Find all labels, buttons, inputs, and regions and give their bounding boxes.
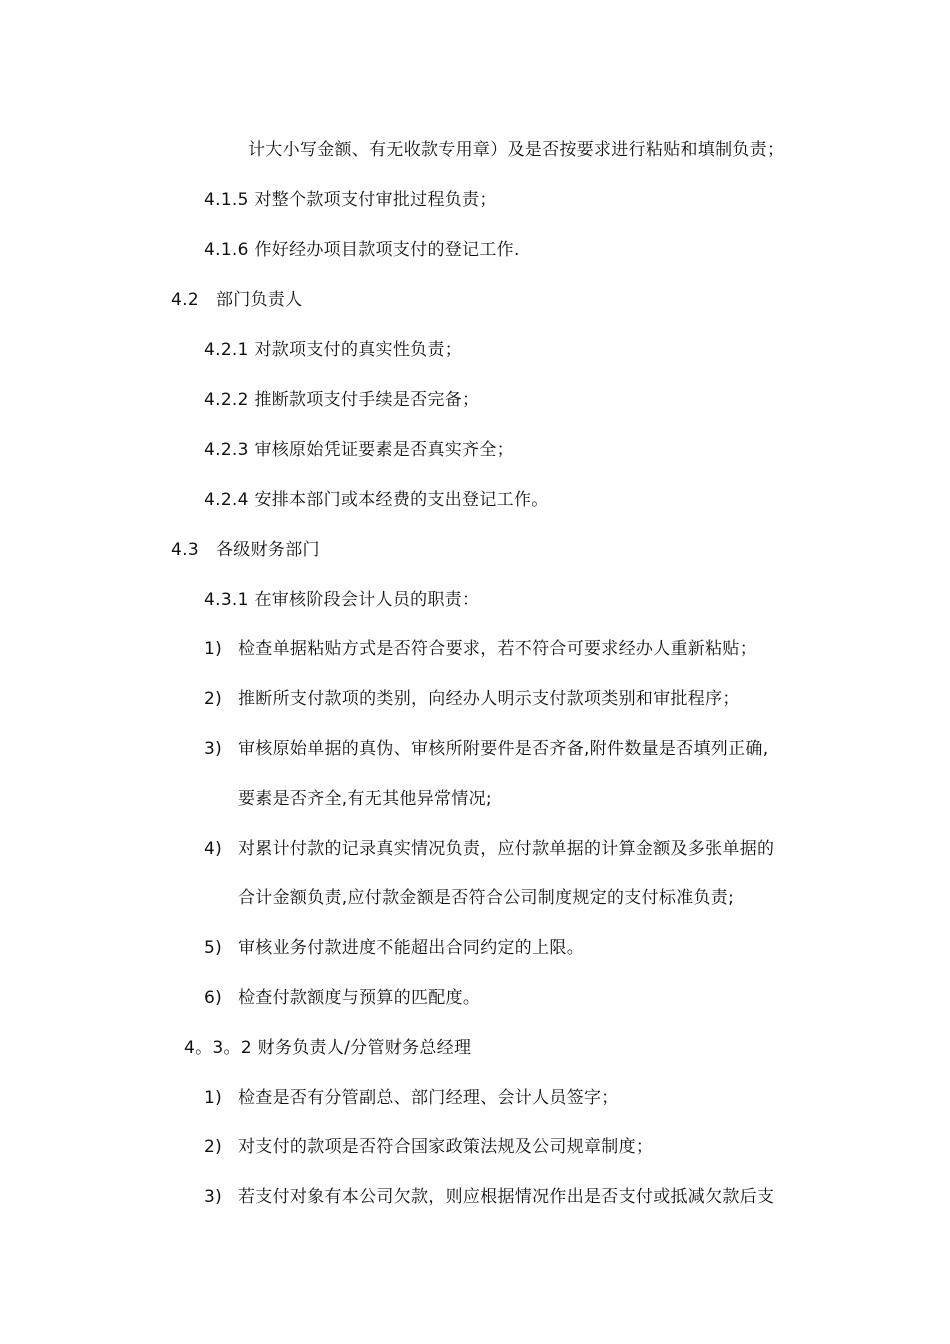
text-line-4-2-2: 4.2.2 推断款项支付手续是否完备； (204, 390, 480, 410)
list-item-text: 对累计付款的记录真实情况负责，应付款单据的计算金额及多张单据的 (238, 839, 775, 859)
text-line-4-3-1: 4.3.1 在审核阶段会计人员的职责： (204, 590, 480, 610)
list-item-text: 检查付款额度与预算的匹配度。 (238, 988, 481, 1008)
list-item-number: 1) (204, 639, 223, 659)
list-item-text-continued: 要素是否齐全,有无其他异常情况; (238, 789, 492, 809)
list-item-number: 2) (204, 689, 223, 709)
list-item-number: 3) (204, 1187, 223, 1207)
subsection-heading-4-3-2: 4。3。2 财务负责人/分管财务总经理 (184, 1038, 472, 1058)
list-item-text: 审核原始单据的真伪、审核所附要件是否齐备,附件数量是否填列正确, (238, 739, 769, 759)
list-item-number: 2) (204, 1137, 223, 1157)
list-item-text: 审核业务付款进度不能超出合同约定的上限。 (238, 938, 584, 958)
section-number-4-3: 4.3 (171, 540, 199, 560)
list-item-text-continued: 合计金额负责,应付款金额是否符合公司制度规定的支付标准负责; (238, 888, 735, 908)
text-line-1: 计大小写金额、有无收款专用章）及是否按要求进行粘贴和填制负责； (248, 140, 785, 160)
text-line-2: 4.1.5 对整个款项支付审批过程负责； (204, 190, 497, 210)
section-heading-4-3: 各级财务部门 (216, 540, 320, 560)
text-line-4-2-4: 4.2.4 安排本部门或本经费的支出登记工作。 (204, 490, 549, 510)
text-line-3: 4.1.6 作好经办项目款项支付的登记工作. (204, 240, 520, 260)
list-item-text: 推断所支付款项的类别，向经办人明示支付款项类别和审批程序； (238, 689, 740, 709)
text-line-4-2-1: 4.2.1 对款项支付的真实性负责； (204, 340, 463, 360)
text-line-4-2-3: 4.2.3 审核原始凭证要素是否真实齐全； (204, 440, 514, 460)
section-number-4-2: 4.2 (171, 290, 199, 310)
list-item-number: 4) (204, 839, 223, 859)
list-item-number: 6) (204, 988, 223, 1008)
list-item-text: 检查单据粘贴方式是否符合要求，若不符合可要求经办人重新粘贴； (238, 639, 757, 659)
list-item-text: 检查是否有分管副总、部门经理、会计人员签字； (238, 1088, 619, 1108)
section-heading-4-2: 部门负责人 (216, 290, 303, 310)
list-item-text: 若支付对象有本公司欠款，则应根据情况作出是否支付或抵减欠款后支 (238, 1187, 775, 1207)
list-item-text: 对支付的款项是否符合国家政策法规及公司规章制度； (238, 1137, 654, 1157)
list-item-number: 3) (204, 739, 223, 759)
list-item-number: 1) (204, 1088, 223, 1108)
list-item-number: 5) (204, 938, 223, 958)
